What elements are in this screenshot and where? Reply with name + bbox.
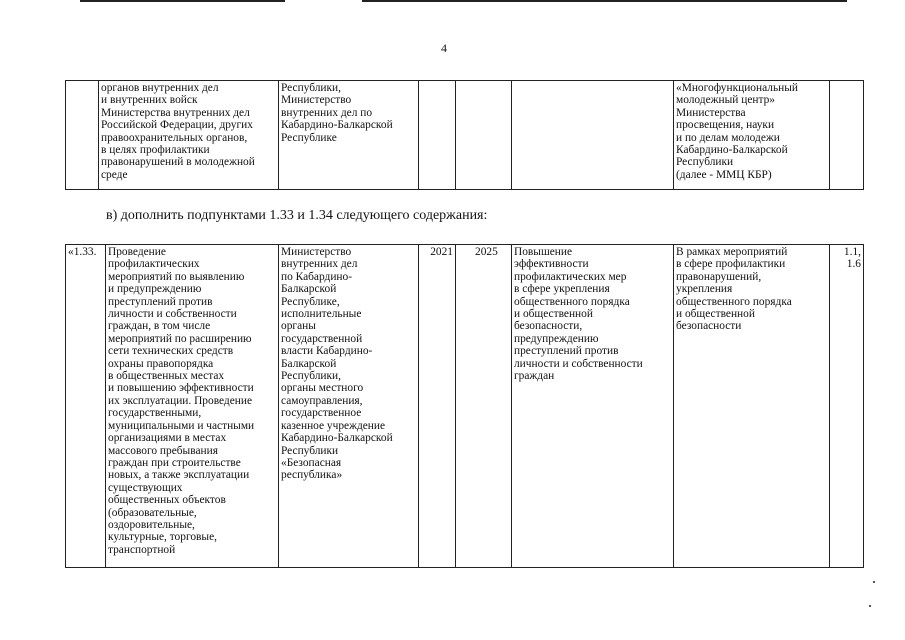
cell-link: «Многофункциональный молодежный центр» Министерства просвещения, науки и по делам молодежи Кабардино-Балкарской Республики (далее - ММЦ КБР)	[674, 81, 830, 190]
cell-end-year: 2025	[456, 245, 512, 568]
cell-start-year	[419, 81, 456, 190]
scan-speck	[869, 605, 871, 607]
cell-end-year	[456, 81, 512, 190]
cell-activity-name: Проведение профилактических мероприятий по выявлению и предупреждению преступлений против личности и собственности граждан, в том числе мероприятий по расширению сети технических средств охраны правопорядка в общественных местах и повышению эффективности их эксплуатации. Проведение государственными, муниципальными и частными организациями в местах массового пребывания граждан при строительстве новых, а также эксплуатации существующих общественных объектов (образовательные, оздоровительные, культурные, торговые, транспортной	[106, 245, 279, 568]
table-row	[66, 81, 864, 190]
cell-executor: Республики, Министерство внутренних дел по Кабардино-Балкарской Республике	[279, 81, 419, 190]
cell-start-year: 2021	[419, 245, 456, 568]
cell-number: «1.33.	[66, 245, 106, 568]
scan-speck	[873, 581, 875, 583]
cell-indicator: 1.1, 1.6	[830, 245, 864, 568]
top-rule-right	[362, 0, 847, 2]
cell-link: В рамках мероприятий в сфере профилактики правонарушений, укрепления общественного порядка и общественной безопасности	[674, 245, 830, 568]
cell-number	[66, 81, 99, 190]
table-continued	[65, 80, 864, 190]
intro-text: в) дополнить подпунктами 1.33 и 1.34 следующего содержания:	[106, 208, 488, 223]
cell-indicator	[830, 81, 864, 190]
cell-result: Повышение эффективности профилактических мер в сфере укрепления общественного порядка и общественной безопасности, предупреждению преступлений против личности и собственности граждан	[512, 245, 674, 568]
cell-activity-name: органов внутренних дел и внутренних войск Министерства внутренних дел Российской Федерации, других правоохранительных органов, в целях профилактики правонарушений в молодежной среде	[99, 81, 279, 190]
cell-executor: Министерство внутренних дел по Кабардино- Балкарской Республике, исполнительные органы государственной власти Кабардино- Балкарской Республики, органы местного самоуправления, государственное казенное учреждение Кабардино-Балкарской Республики «Безопасная республика»	[279, 245, 419, 568]
page-number: 4	[441, 41, 447, 55]
cell-result	[512, 81, 674, 190]
top-rule-left	[80, 0, 285, 2]
table-new-items	[65, 244, 864, 568]
table-row	[66, 245, 864, 568]
